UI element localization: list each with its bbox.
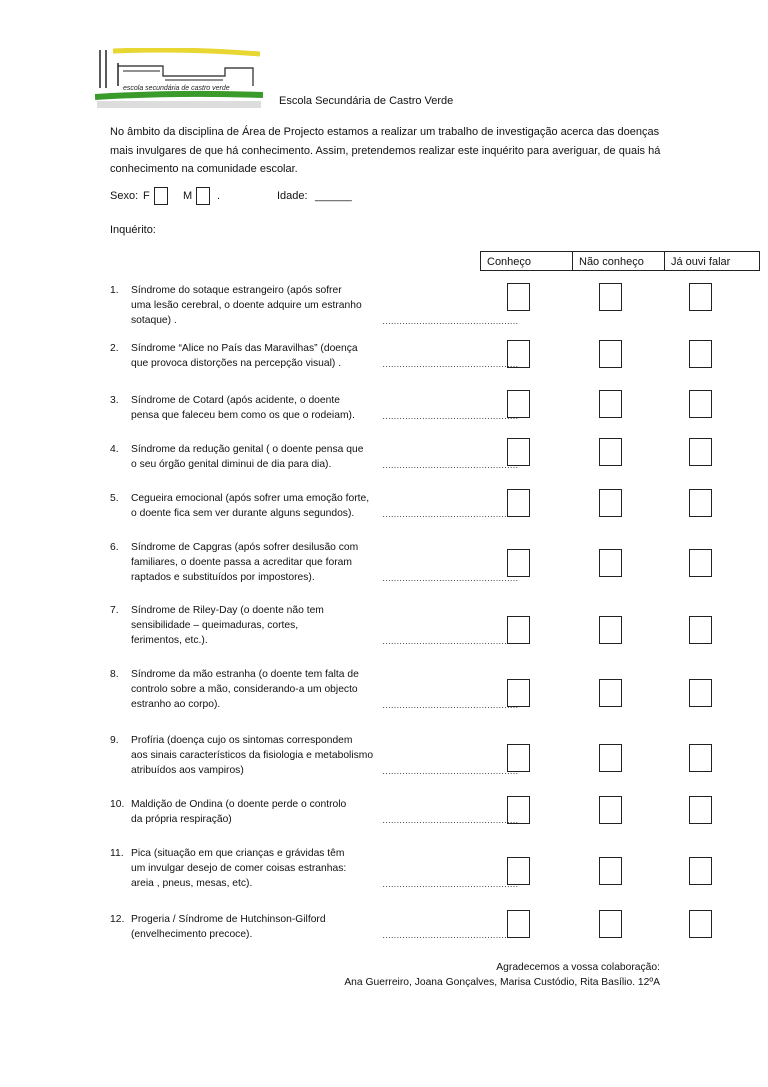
checkbox-conheco[interactable]: [507, 857, 530, 885]
checkbox-conheco[interactable]: [507, 390, 530, 418]
item-text-line: raptados e substituídos por impostores).: [131, 572, 315, 583]
item-text: [131, 393, 401, 423]
item-number: 4.: [110, 444, 119, 455]
item-text-line: sotaque) .: [131, 315, 177, 326]
answer-dotted-line: …………………………………………: [382, 460, 518, 470]
school-name: Escola Secundária de Castro Verde: [279, 95, 454, 107]
checkbox-ja-ouvi-falar[interactable]: [689, 679, 712, 707]
authors-text: Ana Guerreiro, Joana Gonçalves, Marisa Custódio, Rita Basílio. 12ºA: [344, 977, 660, 988]
item-text-line: Pica (situação em que crianças e grávidas têm: [131, 848, 345, 859]
item-number: 7.: [110, 605, 119, 616]
checkbox-nao-conheco[interactable]: [599, 489, 622, 517]
column-header-ja-ouvi-falar: Já ouvi falar: [664, 251, 760, 271]
item-text: [131, 846, 401, 891]
checkbox-nao-conheco[interactable]: [599, 438, 622, 466]
answer-dotted-line: …………………………………………: [382, 411, 518, 421]
checkbox-ja-ouvi-falar[interactable]: [689, 744, 712, 772]
checkbox-nao-conheco[interactable]: [599, 616, 622, 644]
idade-field[interactable]: ______: [315, 190, 352, 202]
answer-dotted-line: …………………………………………: [382, 636, 518, 646]
checkbox-conheco[interactable]: [507, 489, 530, 517]
m-label: M: [183, 190, 193, 202]
period: .: [217, 190, 221, 202]
item-text-line: Maldição de Ondina (o doente perde o controlo: [131, 799, 347, 810]
item-text-line: da própria respiração): [131, 814, 232, 825]
item-text-line: Síndrome de Capgras (após sofrer desilusão com: [131, 542, 359, 553]
checkbox-ja-ouvi-falar[interactable]: [689, 489, 712, 517]
item-number: 8.: [110, 669, 119, 680]
item-text: [131, 797, 401, 827]
checkbox-ja-ouvi-falar[interactable]: [689, 283, 712, 311]
item-text-line: aos sinais característicos da fisiologia e metabolismo: [131, 750, 374, 761]
item-number: 10.: [110, 799, 125, 810]
item-number: 11.: [110, 848, 124, 859]
item-number: 2.: [110, 343, 119, 354]
answer-dotted-line: …………………………………………: [382, 573, 518, 583]
checkbox-nao-conheco[interactable]: [599, 549, 622, 577]
f-label: F: [143, 190, 150, 202]
item-number: 12.: [110, 914, 125, 925]
column-header-conheco: Conheço: [480, 251, 573, 271]
checkbox-nao-conheco[interactable]: [599, 796, 622, 824]
item-text-line: Progeria / Síndrome de Hutchinson-Gilford: [131, 914, 326, 925]
checkbox-nao-conheco[interactable]: [599, 340, 622, 368]
checkbox-nao-conheco[interactable]: [599, 390, 622, 418]
item-text-line: Síndrome do sotaque estrangeiro (após sofrer: [131, 285, 342, 296]
checkbox-conheco[interactable]: [507, 549, 530, 577]
checkbox-conheco[interactable]: [507, 340, 530, 368]
checkbox-ja-ouvi-falar[interactable]: [689, 438, 712, 466]
item-text: [131, 912, 401, 942]
item-number: 1.: [110, 285, 119, 296]
f-checkbox[interactable]: [154, 187, 168, 205]
checkbox-ja-ouvi-falar[interactable]: [689, 340, 712, 368]
item-text-line: sensibilidade – queimaduras, cortes,: [131, 620, 299, 631]
checkbox-conheco[interactable]: [507, 744, 530, 772]
item-text-line: familiares, o doente passa a acreditar que foram: [131, 557, 352, 568]
item-text: [131, 283, 401, 328]
checkbox-ja-ouvi-falar[interactable]: [689, 796, 712, 824]
school-logo: [95, 48, 263, 110]
idade-label: Idade:: [277, 190, 308, 202]
item-text-line: o seu órgão genital diminui de dia para dia).: [131, 459, 332, 470]
item-text-line: Síndrome de Riley-Day (o doente não tem: [131, 605, 324, 616]
answer-dotted-line: …………………………………………: [382, 316, 518, 326]
thanks-text: Agradecemos a vossa colaboração:: [496, 962, 660, 973]
sexo-label: Sexo:: [110, 190, 139, 202]
checkbox-conheco[interactable]: [507, 616, 530, 644]
item-text-line: pensa que faleceu bem como os que o rodeiam).: [131, 410, 355, 421]
answer-dotted-line: …………………………………………: [382, 700, 518, 710]
item-text-line: Síndrome da mão estranha (o doente tem falta de: [131, 669, 359, 680]
item-text-line: areia , pneus, mesas, etc).: [131, 878, 253, 889]
checkbox-conheco[interactable]: [507, 283, 530, 311]
item-text-line: uma lesão cerebral, o doente adquire um estranho: [131, 300, 362, 311]
item-text-line: estranho ao corpo).: [131, 699, 221, 710]
item-text-line: Síndrome da redução genital ( o doente pensa que: [131, 444, 364, 455]
item-number: 5.: [110, 493, 119, 504]
m-checkbox[interactable]: [196, 187, 210, 205]
checkbox-conheco[interactable]: [507, 438, 530, 466]
checkbox-nao-conheco[interactable]: [599, 857, 622, 885]
intro-paragraph: No âmbito da disciplina de Área de Projecto estamos a realizar um trabalho de investigação acerca das doenças mais invulgares de que há conhecimento. Assim, pretendemos realizar este inquérito para averiguar, de quais há conhecimento na comunidade escolar.: [110, 126, 661, 175]
item-text: [131, 667, 401, 712]
item-text-line: o doente fica sem ver durante alguns segundos).: [131, 508, 355, 519]
checkbox-nao-conheco[interactable]: [599, 910, 622, 938]
item-text-line: Síndrome “Alice no País das Maravilhas” (doença: [131, 343, 358, 354]
item-text: [131, 733, 401, 778]
checkbox-conheco[interactable]: [507, 679, 530, 707]
checkbox-nao-conheco[interactable]: [599, 283, 622, 311]
item-text-line: (envelhecimento precoce).: [131, 929, 253, 940]
item-number: 3.: [110, 395, 119, 406]
checkbox-nao-conheco[interactable]: [599, 679, 622, 707]
checkbox-ja-ouvi-falar[interactable]: [689, 857, 712, 885]
checkbox-ja-ouvi-falar[interactable]: [689, 910, 712, 938]
column-header-nao-conheco: Não conheço: [572, 251, 665, 271]
item-text-line: Profíria (doença cujo os sintomas correspondem: [131, 735, 353, 746]
item-text: [131, 341, 401, 371]
item-text-line: ferimentos, etc.).: [131, 635, 208, 646]
answer-dotted-line: …………………………………………: [382, 930, 518, 940]
item-text: [131, 491, 401, 521]
answer-dotted-line: …………………………………………: [382, 509, 518, 519]
checkbox-ja-ouvi-falar[interactable]: [689, 390, 712, 418]
answer-dotted-line: …………………………………………: [382, 815, 518, 825]
item-text: [131, 603, 401, 648]
checkbox-nao-conheco[interactable]: [599, 744, 622, 772]
item-text-line: um invulgar desejo de comer coisas estranhas:: [131, 863, 347, 874]
answer-dotted-line: …………………………………………: [382, 879, 518, 889]
item-text-line: que provoca distorções na percepção visual) .: [131, 358, 342, 369]
item-text-line: Síndrome de Cotard (após acidente, o doente: [131, 395, 340, 406]
item-text-line: Cegueira emocional (após sofrer uma emoção forte,: [131, 493, 370, 504]
checkbox-ja-ouvi-falar[interactable]: [689, 616, 712, 644]
item-text-line: controlo sobre a mão, considerando-a um objecto: [131, 684, 358, 695]
answer-dotted-line: …………………………………………: [382, 359, 518, 369]
checkbox-ja-ouvi-falar[interactable]: [689, 549, 712, 577]
answer-dotted-line: …………………………………………: [382, 766, 518, 776]
svg-text:escola secundária de castro ve: escola secundária de castro verde: [123, 85, 230, 92]
inquerito-label: Inquérito:: [110, 224, 156, 236]
item-text: [131, 442, 401, 472]
item-number: 6.: [110, 542, 119, 553]
checkbox-conheco[interactable]: [507, 910, 530, 938]
item-text-line: atribuídos aos vampiros): [131, 765, 244, 776]
item-text: [131, 540, 401, 585]
checkbox-conheco[interactable]: [507, 796, 530, 824]
item-number: 9.: [110, 735, 119, 746]
